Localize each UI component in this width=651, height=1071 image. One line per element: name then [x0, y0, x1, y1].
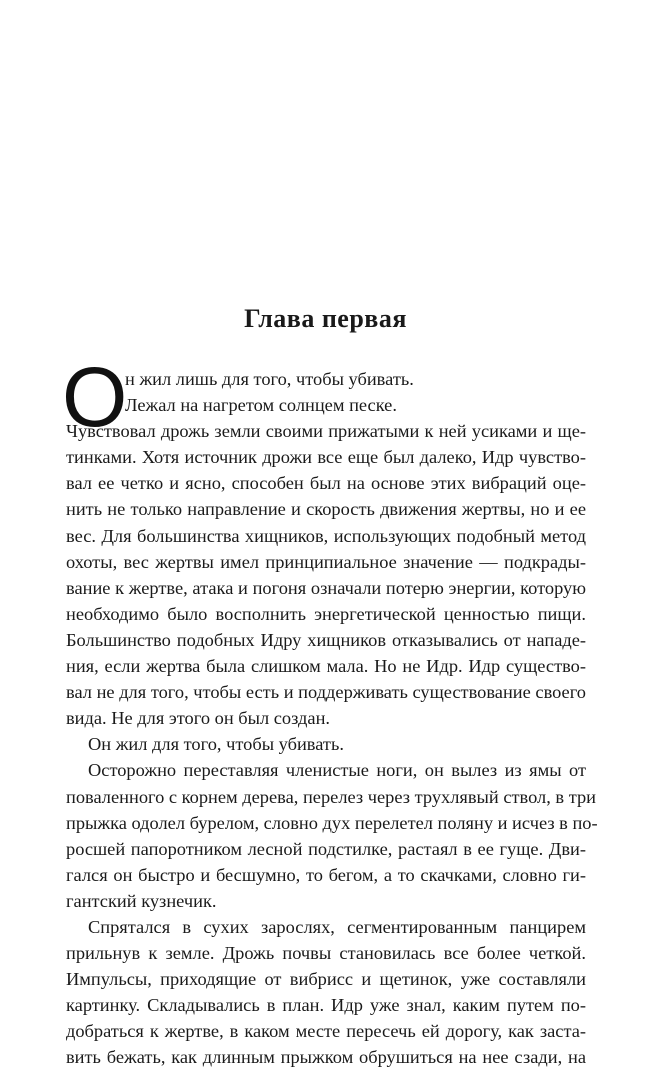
- drop-cap: О: [62, 350, 128, 444]
- text-line: ния, если жертва была слишком мала. Но не Идр. Идр существо-: [66, 656, 586, 677]
- text-line: гался он быстро и бесшумно, то бегом, а то скачками, словно ги-: [66, 864, 586, 885]
- text-line: нить не только направление и скорость движения жертвы, но и ее: [66, 499, 586, 520]
- body-text: [62, 350, 598, 1071]
- text-line: вание к жертве, атака и погоня означали потерю энергии, которую: [66, 577, 586, 598]
- text-line: вида. Не для этого он был создан.: [66, 708, 331, 729]
- text-line: вить бежать, как длинным прыжком обрушиться на нее сзади, на: [66, 1047, 586, 1068]
- text-line: тинками. Хотя источник дрожи все еще был далеко, Идр чувство-: [66, 447, 586, 468]
- text-line: поваленного с корнем дерева, перелез через трухлявый ствол, в три: [66, 786, 596, 807]
- text-line: вал ее четко и ясно, способен был на основе этих вибраций оце-: [66, 473, 586, 494]
- text-line: охоты, вес жертвы имел принципиальное значение — подкрады-: [66, 551, 586, 572]
- text-line: гантский кузнечик.: [66, 890, 217, 911]
- text-line: прильнув к земле. Дрожь почвы становилась все более четкой.: [66, 943, 586, 964]
- text-line: добраться к жертве, в каком месте пересечь ей дорогу, как заста-: [66, 1021, 586, 1042]
- chapter-title: Глава первая: [244, 304, 407, 333]
- text-line: вес. Для большинства хищников, использующих подобный метод: [66, 525, 586, 546]
- text-line: прыжка одолел бурелом, словно дух перелетел поляну и исчез в по-: [66, 812, 598, 833]
- text-line: картинку. Складывались в план. Идр уже знал, каким путем по-: [66, 995, 586, 1016]
- text-line: необходимо было восполнить энергетической ценностью пищи.: [66, 603, 586, 624]
- text-line: вал не для того, чтобы есть и поддерживать существование своего: [66, 682, 586, 703]
- text-line: Импульсы, приходящие от вибрисс и щетинок, уже составляли: [66, 969, 586, 990]
- text-line: Он жил для того, чтобы убивать.: [88, 734, 344, 755]
- text-line: Большинство подобных Идру хищников отказывались от нападе-: [66, 629, 586, 650]
- text-line: Осторожно переставляя членистые ноги, он вылез из ямы от: [88, 760, 586, 781]
- text-line: Спрятался в сухих зарослях, сегментированным панцирем: [88, 916, 586, 937]
- text-line: н жил лишь для того, чтобы убивать.: [125, 369, 414, 389]
- text-line: Лежал на нагретом солнцем песке.: [125, 395, 397, 416]
- text-line: Чувствовал дрожь земли своими прижатыми к ней усиками и ще-: [66, 421, 586, 442]
- text-line: росшей папоротником лесной подстилке, растаял в ее гуще. Дви-: [66, 838, 586, 859]
